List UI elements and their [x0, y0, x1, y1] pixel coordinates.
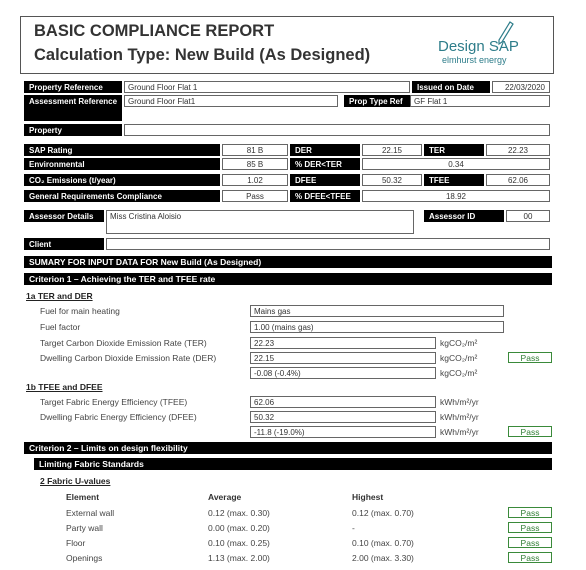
pct-der-ter-value: 0.34	[362, 158, 550, 170]
column-highest: Highest	[352, 492, 384, 502]
der-value: 22.15	[362, 144, 422, 156]
environmental-label: Environmental	[24, 158, 220, 170]
general-requirements-value: Pass	[222, 190, 288, 202]
property-reference-value: Ground Floor Flat 1	[124, 81, 410, 93]
fuel-factor-value: 1.00 (mains gas)	[250, 321, 504, 333]
assessor-id-value: 00	[506, 210, 550, 222]
prop-type-ref-value: GF Flat 1	[410, 95, 550, 107]
dfee-rate-label: Dwelling Fabric Energy Efficiency (DFEE)	[40, 412, 197, 422]
report-title: BASIC COMPLIANCE REPORT	[34, 22, 275, 40]
issued-on-date-value: 22/03/2020	[492, 81, 550, 93]
der-label: DER	[290, 144, 360, 156]
criterion-1-bar: Criterion 1 – Achieving the TER and TFEE rate	[24, 273, 552, 285]
row-pass-badge: Pass	[508, 507, 552, 518]
row-pass-badge: Pass	[508, 537, 552, 548]
der-rate-label: Dwelling Carbon Dioxide Emission Rate (DER)	[40, 353, 217, 363]
co2-emissions-value: 1.02	[222, 174, 288, 186]
row-highest: 0.10 (max. 0.70)	[352, 538, 414, 548]
column-average: Average	[208, 492, 242, 502]
dfee-label: DFEE	[290, 174, 360, 186]
fuel-main-heating-value: Mains gas	[250, 305, 504, 317]
property-reference-label: Property Reference	[24, 81, 122, 93]
tfee-rate-label: Target Fabric Energy Efficiency (TFEE)	[40, 397, 188, 407]
ter-der-difference-unit: kgCO₂/m²	[440, 368, 478, 378]
section-1b-heading: 1b TFEE and DFEE	[26, 382, 103, 392]
assessment-reference-label: Assessment Reference	[24, 95, 122, 121]
sap-rating-label: SAP Rating	[24, 144, 220, 156]
general-requirements-label: General Requirements Compliance	[24, 190, 220, 202]
environmental-value: 85 B	[222, 158, 288, 170]
pct-dfee-tfee-value: 18.92	[362, 190, 550, 202]
calculation-type-title: Calculation Type: New Build (As Designed)	[34, 46, 371, 64]
row-average: 0.12 (max. 0.30)	[208, 508, 270, 518]
row-average: 1.13 (max. 2.00)	[208, 553, 270, 563]
der-rate-unit: kgCO₂/m²	[440, 353, 478, 363]
row-element: Openings	[66, 553, 103, 563]
summary-bar: SUMARY FOR INPUT DATA FOR New Build (As Designed)	[24, 256, 552, 268]
sap-rating-value: 81 B	[222, 144, 288, 156]
ter-rate-unit: kgCO₂/m²	[440, 338, 478, 348]
elmhurst-energy-logo: elmhurst energy	[442, 55, 507, 65]
assessor-details-label: Assessor Details	[24, 210, 104, 222]
row-element: External wall	[66, 508, 115, 518]
ter-rate-value: 22.23	[250, 337, 436, 349]
fuel-main-heating-label: Fuel for main heating	[40, 306, 120, 316]
row-highest: 0.12 (max. 0.70)	[352, 508, 414, 518]
der-rate-value: 22.15	[250, 352, 436, 364]
property-value	[124, 124, 550, 136]
row-highest: 2.00 (max. 3.30)	[352, 553, 414, 563]
section-1a-heading: 1a TER and DER	[26, 291, 93, 301]
assessor-details-value: Miss Cristina Aloisio	[106, 210, 414, 234]
row-average: 0.10 (max. 0.25)	[208, 538, 270, 548]
ter-rate-label: Target Carbon Dioxide Emission Rate (TER)	[40, 338, 207, 348]
client-value	[106, 238, 550, 250]
co2-emissions-label: CO₂ Emissions (t/year)	[24, 174, 220, 186]
tfee-dfee-difference-value: -11.8 (-19.0%)	[250, 426, 436, 438]
ter-der-difference-value: -0.08 (-0.4%)	[250, 367, 436, 379]
fuel-factor-label: Fuel factor	[40, 322, 81, 332]
row-average: 0.00 (max. 0.20)	[208, 523, 270, 533]
ter-value: 22.23	[486, 144, 550, 156]
pct-der-ter-label: % DER<TER	[290, 158, 360, 170]
row-element: Party wall	[66, 523, 103, 533]
pen-icon	[496, 20, 514, 46]
column-element: Element	[66, 492, 100, 502]
tfee-rate-unit: kWh/m²/yr	[440, 397, 479, 407]
dfee-rate-unit: kWh/m²/yr	[440, 412, 479, 422]
row-element: Floor	[66, 538, 86, 548]
section-2-heading: 2 Fabric U-values	[40, 476, 111, 486]
criterion-2-bar: Criterion 2 – Limits on design flexibility	[24, 442, 552, 454]
dfee-value: 50.32	[362, 174, 422, 186]
der-pass-badge: Pass	[508, 352, 552, 363]
dfee-pass-badge: Pass	[508, 426, 552, 437]
tfee-rate-value: 62.06	[250, 396, 436, 408]
assessor-id-label: Assessor ID	[424, 210, 504, 222]
tfee-dfee-difference-unit: kWh/m²/yr	[440, 427, 479, 437]
client-label: Client	[24, 238, 104, 250]
limiting-fabric-standards-bar: Limiting Fabric Standards	[34, 458, 552, 470]
tfee-value: 62.06	[486, 174, 550, 186]
row-pass-badge: Pass	[508, 522, 552, 533]
row-pass-badge: Pass	[508, 552, 552, 563]
tfee-label: TFEE	[424, 174, 484, 186]
issued-on-date-label: Issued on Date	[412, 81, 490, 93]
pct-dfee-tfee-label: % DFEE<TFEE	[290, 190, 360, 202]
row-highest: -	[352, 523, 355, 533]
assessment-reference-value: Ground Floor Flat1	[124, 95, 338, 107]
property-label: Property	[24, 124, 122, 136]
dfee-rate-value: 50.32	[250, 411, 436, 423]
design-sap-logo: Design SAP	[438, 38, 519, 55]
ter-label: TER	[424, 144, 484, 156]
prop-type-ref-label: Prop Type Ref	[344, 95, 410, 107]
